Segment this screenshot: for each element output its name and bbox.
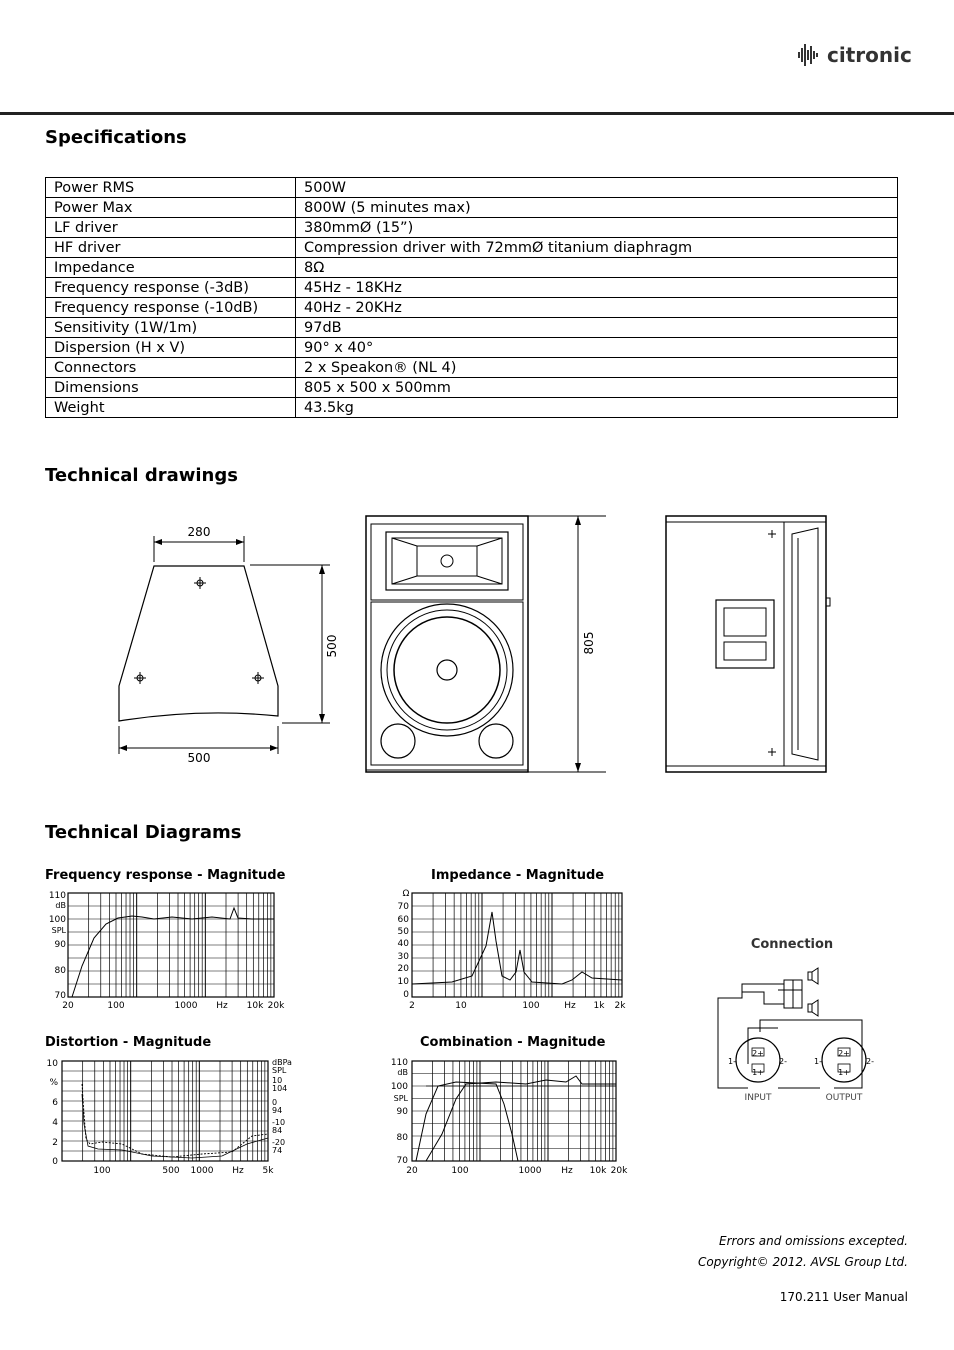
combination-chart (386, 1054, 636, 1178)
distortion-r-spl: SPL (272, 1066, 287, 1075)
spec-value: 45Hz - 18KHz (296, 278, 898, 298)
distortion-r-74: 74 (272, 1146, 283, 1155)
distortion-r-dbpa: dBPa (272, 1058, 292, 1067)
freq-x-20k: 20k (267, 1001, 285, 1011)
combination-y-90: 90 (396, 1107, 408, 1117)
freq-x-20: 20 (62, 1001, 74, 1011)
spec-row (46, 398, 898, 418)
side-view-drawing (662, 512, 832, 776)
spec-key: Connectors (46, 358, 296, 378)
spec-key: Dimensions (46, 378, 296, 398)
input-pin-2minus: 2- (779, 1057, 787, 1066)
specifications-heading: Specifications (45, 127, 187, 148)
spec-row (46, 258, 898, 278)
distortion-chart (42, 1054, 302, 1178)
spec-row (46, 238, 898, 258)
freq-x-1000: 1000 (174, 1001, 198, 1011)
spec-row (46, 318, 898, 338)
distortion-x-5k: 5k (262, 1166, 274, 1176)
freq-response-title: Frequency response - Magnitude (45, 868, 286, 883)
output-pin-1plus: 1+ (838, 1068, 850, 1077)
impedance-y-20: 20 (397, 964, 409, 974)
distortion-x-500: 500 (162, 1166, 180, 1176)
impedance-x-2k: 2k (614, 1001, 626, 1011)
dim-base-width: 500 (187, 751, 211, 765)
freq-curve (72, 908, 274, 997)
distortion-r-94: 94 (272, 1106, 283, 1115)
impedance-y-70: 70 (397, 902, 409, 912)
distortion-x-100: 100 (93, 1166, 111, 1176)
spec-key: Frequency response (-10dB) (46, 298, 296, 318)
spec-value: 40Hz - 20KHz (296, 298, 898, 318)
combination-x-hz: Hz (561, 1166, 573, 1176)
spec-value: 800W (5 minutes max) (296, 198, 898, 218)
distortion-r-m20: -20 (272, 1138, 286, 1147)
technical-drawings-heading: Technical drawings (45, 465, 238, 486)
input-label: INPUT (744, 1093, 772, 1103)
impedance-x-2: 2 (409, 1001, 415, 1011)
spec-key: LF driver (46, 218, 296, 238)
technical-diagrams-heading: Technical Diagrams (45, 822, 242, 843)
spec-key: Frequency response (-3dB) (46, 278, 296, 298)
freq-grid (68, 893, 274, 997)
impedance-y-30: 30 (397, 952, 409, 962)
input-pin-2plus: 2+ (752, 1049, 764, 1058)
spec-value: 500W (296, 178, 898, 198)
distortion-r-84: 84 (272, 1126, 283, 1135)
distortion-y-2: 2 (52, 1138, 58, 1148)
spec-row (46, 358, 898, 378)
spec-key: Power Max (46, 198, 296, 218)
impedance-chart (392, 886, 632, 1014)
spec-value: 2 x Speakon® (NL 4) (296, 358, 898, 378)
top-view-drawing (110, 518, 350, 768)
spec-row (46, 378, 898, 398)
spec-key: Power RMS (46, 178, 296, 198)
distortion-y-4: 4 (52, 1118, 58, 1128)
header-divider (0, 112, 954, 115)
spec-value: 97dB (296, 318, 898, 338)
dim-depth: 500 (325, 634, 339, 658)
spec-value: 43.5kg (296, 398, 898, 418)
freq-y-unit2: SPL (51, 926, 66, 935)
impedance-y-10: 10 (397, 977, 409, 987)
speaker-driver-icon (784, 968, 818, 1016)
brand-name: citronic (827, 43, 912, 67)
footer-copyright: Copyright© 2012. AVSL Group Ltd. (698, 1255, 908, 1269)
impedance-x-10: 10 (455, 1001, 467, 1011)
spec-value: 90° x 40° (296, 338, 898, 358)
combination-title: Combination - Magnitude (420, 1035, 606, 1050)
freq-y-90: 90 (54, 940, 66, 950)
distortion-r-0: 0 (272, 1098, 278, 1107)
combination-x-20k: 20k (610, 1166, 628, 1176)
freq-x-10k: 10k (246, 1001, 264, 1011)
spec-value: 8Ω (296, 258, 898, 278)
freq-x-hz: Hz (216, 1001, 228, 1011)
spec-key: Dispersion (H x V) (46, 338, 296, 358)
distortion-y-0: 0 (52, 1157, 58, 1167)
distortion-r-m10: -10 (272, 1118, 286, 1127)
distortion-y-10: 10 (46, 1059, 58, 1069)
impedance-y-60: 60 (397, 915, 409, 925)
output-pin-2plus: 2+ (838, 1049, 850, 1058)
combination-low-curve (416, 1082, 518, 1161)
spec-key: HF driver (46, 238, 296, 258)
combination-x-1000: 1000 (518, 1166, 542, 1176)
spec-row (46, 198, 898, 218)
combination-y-unit1: dB (397, 1068, 408, 1077)
freq-y-100: 100 (48, 915, 66, 925)
distortion-y-unit: % (49, 1078, 58, 1088)
output-label: OUTPUT (825, 1093, 863, 1103)
spec-key: Weight (46, 398, 296, 418)
spec-row (46, 278, 898, 298)
connection-diagram (712, 932, 892, 1108)
combination-grid (412, 1061, 616, 1161)
combination-y-80: 80 (396, 1133, 408, 1143)
distortion-x-1000: 1000 (190, 1166, 214, 1176)
spec-key: Sensitivity (1W/1m) (46, 318, 296, 338)
combination-x-20: 20 (406, 1166, 418, 1176)
freq-x-100: 100 (107, 1001, 125, 1011)
distortion-r-104: 104 (272, 1084, 288, 1093)
freq-y-unit1: dB (55, 901, 66, 910)
freq-y-70: 70 (54, 991, 66, 1001)
spec-row (46, 178, 898, 198)
spec-row (46, 338, 898, 358)
impedance-y-0: 0 (403, 990, 409, 1000)
output-pin-1minus: 1- (814, 1057, 822, 1066)
combination-y-100: 100 (390, 1082, 408, 1092)
footer-disclaimer: Errors and omissions excepted. (719, 1234, 908, 1248)
impedance-grid (412, 893, 622, 997)
brand-logo (797, 42, 912, 68)
footer-manual-number: 170.211 User Manual (779, 1290, 908, 1304)
waveform-logo-icon (797, 42, 823, 68)
impedance-x-100: 100 (522, 1001, 540, 1011)
freq-y-110: 110 (48, 891, 66, 901)
impedance-x-hz: Hz (564, 1001, 576, 1011)
spec-value: 805 x 500 x 500mm (296, 378, 898, 398)
combination-x-100: 100 (451, 1166, 469, 1176)
spec-value: Compression driver with 72mmØ titanium diaphragm (296, 238, 898, 258)
distortion-y-6: 6 (52, 1098, 58, 1108)
distortion-title: Distortion - Magnitude (45, 1035, 212, 1050)
specifications-table (45, 177, 898, 418)
distortion-x-hz: Hz (232, 1166, 244, 1176)
spec-row (46, 298, 898, 318)
impedance-x-1k: 1k (593, 1001, 605, 1011)
front-view-drawing (362, 512, 612, 776)
impedance-y-unit: Ω (402, 889, 410, 899)
input-pin-1plus: 1+ (752, 1068, 764, 1077)
impedance-y-50: 50 (397, 927, 409, 937)
combination-y-unit2: SPL (393, 1094, 408, 1103)
impedance-title: Impedance - Magnitude (431, 868, 605, 883)
spec-row (46, 218, 898, 238)
combination-y-110: 110 (390, 1058, 408, 1068)
impedance-y-40: 40 (397, 939, 409, 949)
distortion-r-10: 10 (272, 1076, 283, 1085)
dim-top-width: 280 (187, 525, 211, 539)
freq-y-80: 80 (54, 966, 66, 976)
spec-value: 380mmØ (15”) (296, 218, 898, 238)
connection-title: Connection (750, 937, 834, 952)
freq-response-chart (42, 886, 292, 1014)
combination-y-70: 70 (396, 1156, 408, 1166)
distortion-grid (62, 1061, 268, 1161)
combination-x-10k: 10k (589, 1166, 607, 1176)
output-pin-2minus: 2- (866, 1057, 874, 1066)
impedance-curve (412, 912, 622, 984)
input-pin-1minus: 1- (728, 1057, 736, 1066)
dim-height: 805 (582, 631, 596, 655)
spec-key: Impedance (46, 258, 296, 278)
